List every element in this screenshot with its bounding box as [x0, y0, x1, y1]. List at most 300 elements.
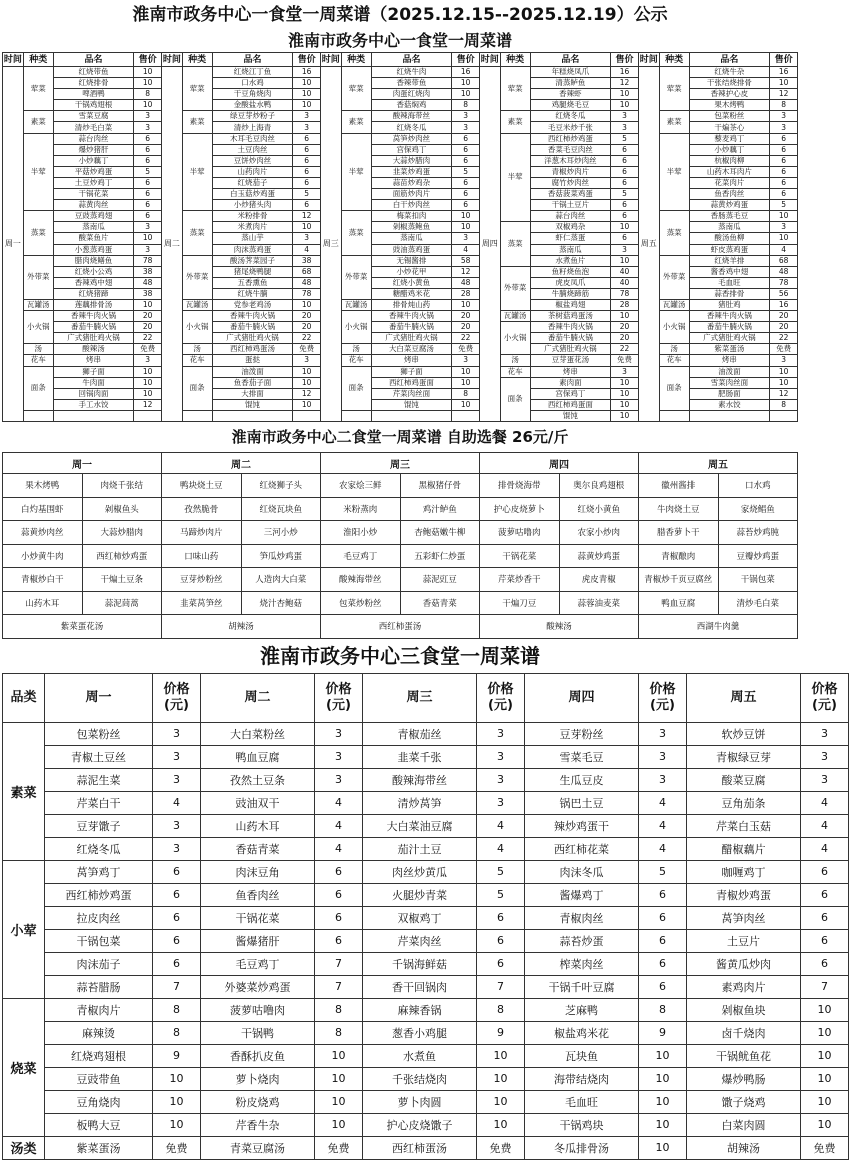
canteen3-dish: 芹香牛杂: [201, 1113, 315, 1136]
canteen1-category-cell: 汤: [341, 344, 371, 355]
canteen2-dish: 青椒酿肉: [639, 544, 719, 568]
canteen1-dish-price: 6: [134, 177, 162, 188]
canteen3-dish: 肉沫茄子: [45, 952, 153, 975]
canteen1-dish-name: 番茄牛腩火锅: [689, 322, 770, 333]
canteen3-dish: 清炒莴笋: [363, 791, 477, 814]
canteen2-dish: 虎皮青椒: [559, 568, 639, 592]
canteen1-category-cell: 面条: [500, 377, 530, 421]
canteen2-dish: 酸辣海带丝: [321, 568, 401, 592]
canteen1-dish-price: 3: [611, 111, 639, 122]
canteen1-dish-name: 香辣护心皮: [689, 89, 770, 100]
canteen1-category-cell: 素菜: [341, 111, 371, 133]
canteen1-dish-name: 西红柿鸡蛋面: [530, 399, 611, 410]
canteen1-category-cell: 瓦罐汤: [182, 299, 212, 310]
empty-cell: [293, 410, 321, 421]
canteen2-dish: 鸡汁鲈鱼: [400, 497, 480, 521]
canteen1-dish-name: 茶树菇鸡蛋汤: [530, 311, 611, 322]
table-row: [3, 1067, 849, 1090]
canteen1-dish-name: 小炒藕丁: [689, 144, 770, 155]
canteen1-dish-price: 10: [611, 255, 639, 266]
canteen1-dish-price: 8: [452, 100, 480, 111]
canteen3-price: 9: [477, 1021, 525, 1044]
canteen3-dish: 蒜苔炒蛋: [525, 929, 639, 952]
canteen3-price: 10: [153, 1090, 201, 1113]
canteen1-category-cell: 外带菜: [182, 255, 212, 299]
canteen1-dish-price: 10: [770, 377, 798, 388]
empty-cell: [659, 410, 689, 421]
canteen3-dish: 酸菜豆腐: [687, 768, 801, 791]
table-row: [3, 1113, 849, 1136]
canteen1-dish-price: 10: [293, 399, 321, 410]
canteen2-dish: 西红柿炒鸡蛋: [82, 544, 162, 568]
canteen3-price: 3: [315, 722, 363, 745]
canteen1-dish-price: 22: [770, 333, 798, 344]
canteen1-dish-name: 清炒上海青: [212, 122, 293, 133]
canteen3-price: 6: [477, 952, 525, 975]
canteen1-dish-name: 糖醋鸡米花: [371, 288, 452, 299]
canteen3-price: 10: [315, 1067, 363, 1090]
canteen1-dish-name: 西红柿鸡蛋面: [371, 377, 452, 388]
canteen1-category-cell: 面条: [182, 366, 212, 410]
canteen1-category-cell: 半荤: [500, 133, 530, 222]
canteen1-dish-price: 3: [134, 222, 162, 233]
canteen1-dish-name: 红烧茄子: [212, 177, 293, 188]
canteen1-category-cell: 瓦罐汤: [659, 299, 689, 310]
canteen3-dish: 青椒肉片: [45, 998, 153, 1021]
canteen1-header-cell: 种类: [182, 53, 212, 67]
canteen1-dish-name: 双椒鸡杂: [530, 222, 611, 233]
canteen1-dish-name: 啤酒鸭: [53, 89, 134, 100]
canteen1-dish-name: 米煮肉片: [212, 222, 293, 233]
canteen3-header-cell: 价格(元): [153, 673, 201, 722]
canteen1-dish-name: 蒸南瓜: [371, 233, 452, 244]
canteen1-dish-name: 香辣牛肉火锅: [689, 311, 770, 322]
canteen3-dish: 白菜肉圆: [687, 1113, 801, 1136]
canteen3-header-cell: 价格(元): [315, 673, 363, 722]
canteen1-dish-name: 椒盐鸡翅: [530, 299, 611, 310]
canteen1-dish-name: 白玉菇炒鸡蛋: [212, 189, 293, 200]
canteen1-dish-price: 12: [293, 388, 321, 399]
canteen1-dish-name: 酸汤鱼柳: [689, 233, 770, 244]
canteen2-dish: 清炒毛白菜: [718, 591, 798, 615]
canteen1-dish-price: 6: [452, 200, 480, 211]
canteen1-dish-price: 10: [452, 299, 480, 310]
canteen3-dish: 馓子烧鸡: [687, 1090, 801, 1113]
canteen3-price: 10: [801, 1044, 849, 1067]
canteen1-dish-name: 包菜粉丝: [689, 111, 770, 122]
canteen1-dish-name: 猪尾烧鸭腿: [212, 266, 293, 277]
canteen1-dish-price: 3: [293, 355, 321, 366]
canteen1-dish-price: 48: [134, 277, 162, 288]
canteen3-price: 10: [153, 1067, 201, 1090]
canteen3-dish: 肉沫豆角: [201, 860, 315, 883]
canteen1-dish-price: 6: [611, 177, 639, 188]
table-row: [3, 791, 849, 814]
table-row: [3, 355, 798, 366]
canteen1-dish-price: 3: [134, 244, 162, 255]
canteen1-dish-price: 4: [770, 244, 798, 255]
canteen3-price: 10: [477, 1067, 525, 1090]
canteen2-day-header: 周二: [162, 453, 321, 474]
canteen1-dish-name: 鱼籽烧鱼泡: [530, 266, 611, 277]
canteen3-dish: 土豆片: [687, 929, 801, 952]
canteen2-dish: 豆瓣炒鸡蛋: [718, 544, 798, 568]
canteen1-dish-name: 红烧冬瓜: [530, 111, 611, 122]
canteen3-header-cell: 价格(元): [477, 673, 525, 722]
canteen2-dish: 腊香萝卜干: [639, 521, 719, 545]
canteen3-dish: 千锅海鲜菇: [363, 952, 477, 975]
canteen1-dish-name: 蒜台肉丝: [530, 211, 611, 222]
canteen3-dish: 酸辣海带丝: [363, 768, 477, 791]
canteen1-dish-name: 五香熏鱼: [212, 277, 293, 288]
canteen1-dish-price: 20: [134, 311, 162, 322]
canteen1-dish-price: 22: [452, 333, 480, 344]
canteen1-dish-name: 广式猪肚鸡火锅: [530, 344, 611, 355]
canteen2-dish: 笋瓜炒鸡蛋: [241, 544, 321, 568]
canteen2-dish: 杏鲍菇嫩牛柳: [400, 521, 480, 545]
canteen1-dish-name: 肉沫蒸鸡蛋: [212, 244, 293, 255]
canteen3-category: 素菜: [3, 722, 45, 860]
canteen2-header-row: [3, 453, 798, 474]
canteen1-dish-price: 6: [611, 200, 639, 211]
canteen3-price: 7: [315, 975, 363, 998]
canteen1-dish-price: 6: [452, 144, 480, 155]
canteen3-price: 6: [153, 883, 201, 906]
canteen3-price: 6: [639, 883, 687, 906]
canteen3-price: 7: [153, 975, 201, 998]
canteen1-dish-name: 虎皮凤爪: [530, 277, 611, 288]
canteen3-dish: 芝麻鸭: [525, 998, 639, 1021]
canteen3-dish: 豆角茄条: [687, 791, 801, 814]
canteen1-dish-price: 3: [452, 111, 480, 122]
canteen3-dish: 鱼香肉丝: [201, 883, 315, 906]
canteen1-dish-name: 蒜黄肉丝: [53, 200, 134, 211]
canteen1-dish-price: 10: [293, 299, 321, 310]
canteen3-price: 3: [153, 722, 201, 745]
canteen3-dish: 冬瓜排骨汤: [525, 1136, 639, 1159]
canteen1-dish-name: 小炒藕丁: [53, 155, 134, 166]
canteen3-price: 10: [477, 1044, 525, 1067]
canteen3-dish: 剁椒鱼块: [687, 998, 801, 1021]
empty-cell: [770, 410, 798, 421]
canteen1-category-cell: 瓦罐汤: [23, 299, 53, 310]
canteen1-header-cell: 种类: [659, 53, 689, 67]
canteen2-dish: 蒜泥茼蒿: [82, 591, 162, 615]
canteen3-price: 4: [639, 791, 687, 814]
canteen2-dish: 蒜苔炒鸡肫: [718, 521, 798, 545]
canteen1-dish-name: 宫保鸡丁: [371, 144, 452, 155]
canteen1-dish-price: 10: [611, 222, 639, 233]
canteen1-dish-price: 20: [452, 322, 480, 333]
canteen1-dish-price: 3: [452, 233, 480, 244]
canteen1-dish-name: 红烧排骨: [53, 78, 134, 89]
canteen1-header-cell: 时间: [162, 54, 181, 65]
canteen1-dish-name: 豆饼炒肉丝: [212, 155, 293, 166]
canteen3-dish: 瓦块鱼: [525, 1044, 639, 1067]
canteen1-dish-name: 红烧牛肉: [371, 67, 452, 78]
canteen1-dish-price: 10: [134, 233, 162, 244]
canteen3-price: 6: [477, 929, 525, 952]
canteen1-dish-price: 20: [134, 322, 162, 333]
canteen1-dish-price: 10: [293, 377, 321, 388]
canteen3-dish: 干锅包菜: [45, 929, 153, 952]
canteen3-header-cell: 周四: [525, 673, 639, 722]
canteen3-dish: 西红柿蛋汤: [363, 1136, 477, 1159]
canteen1-dish-name: 香辣带鱼: [371, 78, 452, 89]
canteen3-price: 6: [477, 906, 525, 929]
canteen1-dish-name: 香辣牛肉火锅: [212, 311, 293, 322]
canteen1-dish-name: 酸辣海带丝: [371, 111, 452, 122]
table-row: [3, 1136, 849, 1159]
canteen1-dish-price: 10: [611, 410, 639, 421]
canteen1-dish-price: 5: [452, 166, 480, 177]
table-row: [3, 929, 849, 952]
canteen2-day-header: 周四: [480, 453, 639, 474]
canteen1-dish-name: 蒜台肉丝: [53, 133, 134, 144]
canteen2-soup-row: [3, 615, 798, 639]
canteen1-dish-name: 香辣牛肉火锅: [530, 322, 611, 333]
canteen1-dish-name: 大排面: [212, 388, 293, 399]
canteen2-dish: 干煸刀豆: [480, 591, 560, 615]
canteen1-dish-name: 蒸山芋: [212, 233, 293, 244]
canteen2-dish: 毛豆鸡丁: [321, 544, 401, 568]
canteen3-dish: 爆炒鸭肠: [687, 1067, 801, 1090]
canteen1-dish-name: 豉油蒸鸡蛋: [371, 244, 452, 255]
canteen2-soup: 西湖牛肉羹: [639, 615, 798, 639]
canteen3-dish: 莴笋鸡丁: [45, 860, 153, 883]
canteen3-header-cell: 周三: [363, 673, 477, 722]
canteen1-dish-name: 番茄牛腩火锅: [530, 333, 611, 344]
canteen3-price: 8: [315, 1021, 363, 1044]
canteen3-dish: 生瓜豆皮: [525, 768, 639, 791]
canteen1-category-cell: 汤: [659, 344, 689, 355]
canteen3-price: 6: [639, 929, 687, 952]
table-row: [3, 544, 798, 568]
canteen3-dish: 护心皮烧馓子: [363, 1113, 477, 1136]
canteen3-price: 6: [801, 952, 849, 975]
canteen1-day-cell: 周一: [3, 67, 24, 422]
canteen1-dish-price: 10: [770, 78, 798, 89]
canteen3-dish: 软炒豆饼: [687, 722, 801, 745]
canteen1-dish-name: 番茄牛腩火锅: [212, 322, 293, 333]
canteen1-dish-price: 10: [452, 222, 480, 233]
canteen1-dish-name: 香辣鸡中翅: [53, 277, 134, 288]
canteen1-dish-name: 香菇菠菜鸡蛋: [530, 189, 611, 200]
canteen3-price: 免费: [315, 1136, 363, 1159]
canteen1-dish-price: 10: [611, 311, 639, 322]
empty-cell: [134, 410, 162, 421]
canteen1-dish-price: 3: [611, 366, 639, 377]
canteen1-header-cell: 种类: [23, 53, 53, 67]
canteen1-dish-name: 猪肚鸡: [689, 299, 770, 310]
canteen3-price: 10: [639, 1136, 687, 1159]
canteen3-dish: 蒜苔腊肠: [45, 975, 153, 998]
canteen2-table: [2, 452, 798, 639]
canteen1-dish-price: 免费: [452, 344, 480, 355]
canteen1-dish-name: 香辣虾: [530, 89, 611, 100]
canteen3-dish: 青椒土豆丝: [45, 745, 153, 768]
canteen1-dish-price: 10: [770, 366, 798, 377]
canteen3-price: 8: [153, 1021, 201, 1044]
canteen1-header-cell: 种类: [341, 53, 371, 67]
canteen2-soup: 紫菜蛋花汤: [3, 615, 162, 639]
canteen3-dish: 干锅花菜: [201, 906, 315, 929]
canteen1-dish-name: 虾仁蒸蛋: [530, 233, 611, 244]
canteen3-dish: 莴笋肉丝: [687, 906, 801, 929]
canteen2-dish: 鸭血豆腐: [639, 591, 719, 615]
canteen1-dish-name: 芹菜肉丝面: [371, 388, 452, 399]
table-row: [3, 344, 798, 355]
canteen1-dish-name: 雪菜肉丝面: [689, 377, 770, 388]
canteen3-price: 3: [153, 745, 201, 768]
empty-cell: [341, 410, 371, 421]
canteen3-price: 3: [801, 722, 849, 745]
canteen1-dish-price: 48: [293, 277, 321, 288]
canteen1-category-cell: 汤: [23, 344, 53, 355]
canteen3-header-cell: 价格(元): [801, 673, 849, 722]
canteen3-header-row: [3, 673, 849, 722]
canteen1-dish-name: 梅菜扣肉: [371, 211, 452, 222]
canteen1-dish-price: 10: [452, 78, 480, 89]
canteen2-dish: 蒜蓉油麦菜: [559, 591, 639, 615]
canteen1-dish-name: 干锅花菜: [53, 189, 134, 200]
canteen1-dish-name: 红烧小黄鱼: [371, 277, 452, 288]
canteen3-price: 3: [315, 768, 363, 791]
canteen1-day-cell: 周三: [320, 67, 341, 422]
canteen3-price: 5: [477, 883, 525, 906]
canteen1-category-cell: 花车: [23, 355, 53, 366]
canteen3-price: 6: [639, 975, 687, 998]
page-title: 淮南市政务中心一食堂一周菜谱（2025.12.15--2025.12.19）公示: [132, 5, 668, 25]
canteen2-dish: 剁椒鱼头: [82, 497, 162, 521]
canteen3-dish: 葱香小鸡腿: [363, 1021, 477, 1044]
canteen1-dish-price: 22: [134, 333, 162, 344]
empty-cell: [23, 410, 53, 421]
canteen1-dish-price: 10: [134, 377, 162, 388]
canteen1-dish-name: 鱼香肉丝: [689, 189, 770, 200]
canteen1-dish-name: 西红柿鸡蛋汤: [212, 344, 293, 355]
canteen3-dish: 麻辣香锅: [363, 998, 477, 1021]
canteen1-dish-price: 6: [452, 177, 480, 188]
canteen2-dish: 红烧瓦块鱼: [241, 497, 321, 521]
canteen2-soup: 西红柿蛋汤: [321, 615, 480, 639]
canteen2-dish: 口味山药: [162, 544, 242, 568]
canteen1-dish-price: 6: [611, 166, 639, 177]
canteen1-dish-price: 6: [452, 189, 480, 200]
canteen1-dish-name: 酱香鸡中翅: [689, 266, 770, 277]
canteen1-dish-name: 洋葱木耳炒肉丝: [530, 155, 611, 166]
canteen1-dish-price: 10: [293, 366, 321, 377]
canteen1-dish-name: 广式猪肚鸡火锅: [53, 333, 134, 344]
canteen3-table: [2, 673, 849, 1160]
canteen1-dish-name: 宫保鸡丁: [530, 388, 611, 399]
canteen3-dish: 芹菜白干: [45, 791, 153, 814]
canteen1-header-cell: 售价: [452, 53, 480, 67]
canteen1-dish-name: 广式猪肚鸡火锅: [212, 333, 293, 344]
canteen1-dish-price: 6: [611, 211, 639, 222]
canteen1-category-cell: 花车: [182, 355, 212, 366]
canteen3-dish: 千张结烧肉: [363, 1067, 477, 1090]
canteen3-price: 10: [639, 1113, 687, 1136]
canteen1-header-cell: 时间: [321, 54, 340, 65]
table-row: [3, 1021, 849, 1044]
canteen3-price: 4: [315, 837, 363, 860]
canteen3-dish: 香酥扒皮鱼: [201, 1044, 315, 1067]
canteen3-dish: 雪菜毛豆: [525, 745, 639, 768]
canteen1-header-cell: 售价: [134, 53, 162, 67]
canteen2-dish: 农家小炒肉: [559, 521, 639, 545]
empty-cell: [53, 410, 134, 421]
canteen1-dish-price: 6: [770, 189, 798, 200]
canteen3-dish: 卤千烧肉: [687, 1021, 801, 1044]
canteen3-dish: 咖喱鸡丁: [687, 860, 801, 883]
canteen1-dish-price: 6: [293, 155, 321, 166]
canteen3-dish: 西红柿花菜: [525, 837, 639, 860]
canteen1-dish-name: 红烧小公鸡: [53, 266, 134, 277]
canteen3-dish: 火腿炒青菜: [363, 883, 477, 906]
canteen3-price: 8: [153, 998, 201, 1021]
canteen2-dish: 牛肉烧土豆: [639, 497, 719, 521]
canteen1-dish-price: 4: [452, 244, 480, 255]
canteen3-price: 10: [477, 1113, 525, 1136]
canteen2-dish: 干锅花菜: [480, 544, 560, 568]
canteen1-dish-name: 狮子面: [371, 366, 452, 377]
canteen3-price: 8: [477, 998, 525, 1021]
canteen3-dish: 鸭血豆腐: [201, 745, 315, 768]
canteen1-dish-price: 10: [452, 89, 480, 100]
table-row: [3, 722, 849, 745]
canteen1-dish-name: 油泼面: [212, 366, 293, 377]
canteen3-dish: 茄汁土豆: [363, 837, 477, 860]
canteen3-price: 3: [477, 768, 525, 791]
canteen3-price: 3: [639, 722, 687, 745]
canteen2-dish: 青椒炒千页豆腐丝: [639, 568, 719, 592]
canteen2-title: 淮南市政务中心二食堂一周菜谱 自助选餐 26元/斤: [231, 428, 569, 446]
canteen1-category-cell: 素菜: [659, 111, 689, 133]
table-row: [3, 133, 798, 144]
empty-cell: [212, 410, 293, 421]
canteen1-dish-price: 20: [293, 322, 321, 333]
canteen2-soup: 胡辣汤: [162, 615, 321, 639]
canteen1-category-cell: 外带菜: [500, 266, 530, 310]
table-row: [3, 311, 798, 322]
canteen1-category-cell: 蒸菜: [23, 211, 53, 255]
canteen3-price: 3: [153, 814, 201, 837]
canteen3-dish: 大白菜粉丝: [201, 722, 315, 745]
canteen2-dish: 三河小炒: [241, 521, 321, 545]
table-row: [3, 998, 849, 1021]
table-row: [3, 299, 798, 310]
canteen1-category-cell: 蒸菜: [500, 222, 530, 266]
canteen3-dish: 紫菜蛋汤: [45, 1136, 153, 1159]
canteen1-dish-name: 土豆炒鸡丁: [53, 177, 134, 188]
canteen1-category-cell: 汤: [182, 344, 212, 355]
canteen3-dish: 韭菜千张: [363, 745, 477, 768]
table-row: [3, 952, 849, 975]
canteen3-price: 3: [477, 745, 525, 768]
canteen1-dish-price: 5: [134, 166, 162, 177]
canteen1-dish-price: 10: [611, 100, 639, 111]
canteen3-dish: 芹菜肉丝: [363, 929, 477, 952]
canteen1-category-cell: 外带菜: [23, 255, 53, 299]
canteen1-header-row: [3, 53, 798, 67]
canteen1-category-cell: 荤菜: [341, 67, 371, 111]
canteen1-dish-price: 6: [134, 155, 162, 166]
canteen1-dish-name: 牛腩烧蹄筋: [530, 288, 611, 299]
canteen2-dish: 五彩虾仁炒蛋: [400, 544, 480, 568]
table-row: [3, 410, 798, 421]
canteen3-price: 6: [801, 906, 849, 929]
